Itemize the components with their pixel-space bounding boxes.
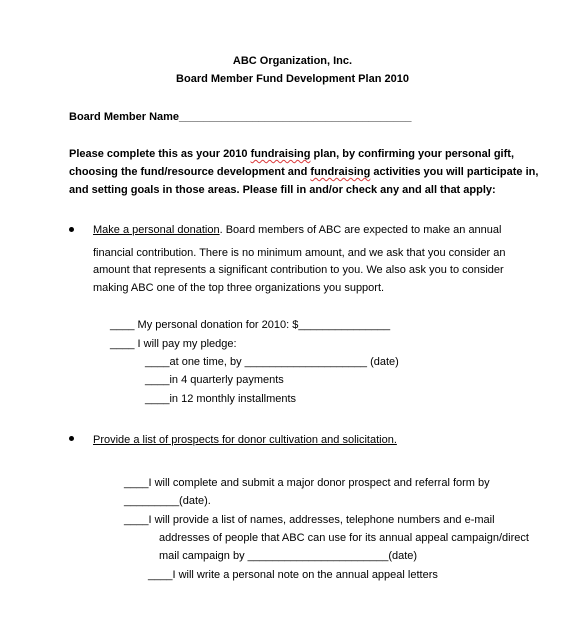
intro-line-1-part-b: plan, by confirming your personal gift,: [310, 148, 515, 160]
pledge-quarterly-item[interactable]: ____in 4 quarterly payments: [145, 374, 284, 386]
section1-line-1-rest: . Board members of ABC are expected to make an annual: [219, 224, 502, 236]
organization-name: ABC Organization, Inc.: [232, 55, 353, 67]
pledge-item[interactable]: ____ I will pay my pledge:: [110, 338, 237, 350]
prospect-form-item[interactable]: ____I will complete and submit a major donor prospect and referral form by: [124, 477, 490, 489]
prospect-list-line-2: addresses of people that ABC can use for its annual appeal campaign/direct: [159, 532, 529, 544]
section1-heading: Make a personal donation: [93, 224, 220, 236]
intro-line-2-part-a: choosing the fund/resource development and: [69, 166, 311, 178]
intro-spelling-word-1: fundraising: [250, 148, 311, 160]
intro-line-3: and setting goals in those areas. Please fill in and/or check any and all that apply:: [69, 184, 496, 196]
pledge-monthly-item[interactable]: ____in 12 monthly installments: [145, 393, 297, 405]
pledge-one-time-item[interactable]: ____at one time, by ____________________ (date): [145, 356, 399, 368]
intro-line-1: [69, 147, 514, 161]
bullet-icon: [69, 227, 74, 232]
prospect-list-line-3[interactable]: mail campaign by _______________________(date): [159, 550, 418, 562]
bullet-icon: [69, 436, 74, 441]
section1-line-1: [93, 223, 501, 237]
intro-spelling-word-2: fundraising: [310, 166, 371, 178]
intro-line-1-part-a: Please complete this as your 2010: [69, 148, 251, 160]
section1-line-4: making ABC one of the top three organizations you support.: [93, 282, 385, 294]
prospect-list-item[interactable]: ____I will provide a list of names, addresses, telephone numbers and e-mail: [124, 514, 495, 526]
personal-note-item[interactable]: ____I will write a personal note on the annual appeal letters: [148, 569, 438, 581]
section1-line-3: amount that represents a significant contribution to you. We also ask you to consider: [93, 264, 504, 276]
section1-line-2: financial contribution. There is no minimum amount, and we ask that you consider an: [93, 247, 506, 259]
board-member-name-field[interactable]: Board Member Name______________________________________: [69, 111, 412, 123]
prospect-form-date[interactable]: _________(date).: [124, 495, 211, 507]
plan-title: Board Member Fund Development Plan 2010: [176, 73, 409, 85]
intro-line-2: [69, 165, 538, 179]
intro-line-2-part-b: activities you will participate in,: [370, 166, 539, 178]
section2-heading: Provide a list of prospects for donor cultivation and solicitation.: [93, 434, 397, 446]
donation-amount-item[interactable]: ____ My personal donation for 2010: $_______________: [110, 319, 391, 331]
